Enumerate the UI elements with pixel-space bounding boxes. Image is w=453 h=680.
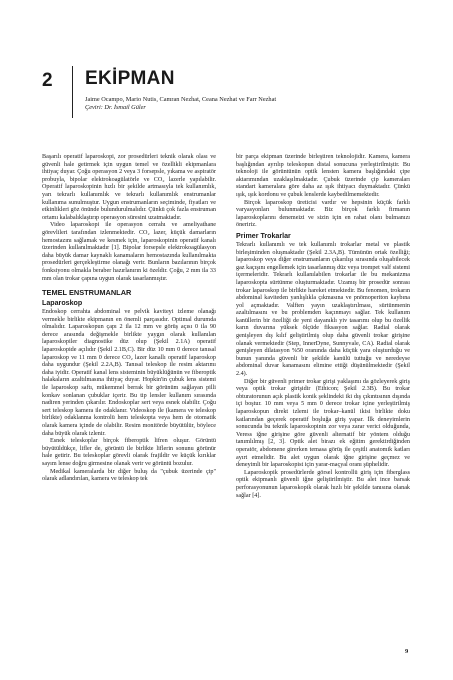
paragraph: Başarılı operatif laparoskopi, zor prosedürleri teknik olarak olası ve güvenli hale getirmek için uygun temel ve özellikli ekipmanlara ihtiyaç duyar. Çoğu operasyon 2 veya 3 forsepsle, yıkama ve aspiratör probuyla, bipolar elektrokoagülatörle ve CO₂ lazerle yapılabilir. Operatif laparoskopinin hızlı bir şekilde artmasıyla tek kullanımlık, yarı tekrarlı kullanımlık ve tekrarlı kullanımlık enstrumanlar kullanıma sunulmuştur. Uygun enstrumanların seçiminde, fiyatları ve etkinlikleri göz önünde bulundurulmalıdır. Çünkü çok fazla enstruman ortamı kalabalıklaştırıp operasyon süresini uzatmaktadır.	[42, 154, 216, 221]
paragraph: Medikal kameralarda bir diğer buluş da "çubuk üzerinde çip" olarak adlandırılan, kamera ve teleskop tek	[42, 468, 216, 483]
page-number: 9	[405, 648, 409, 655]
subsection-heading: Primer Trokarlar	[236, 231, 291, 240]
paragraph: Tekrarlı kullanımlı ve tek kullanımlı trokarlar metal ve plastik birleşiminden oluşmaktadır (Şekil 2.3A,B). Tümünün ortak özelliği; laparoskop veya diğer enstrumanların çıkarılışı sırasında oluşabilecek gaz kaçışını engellemek için tasarlanmış düz veya trompet valf sistemi içermeleridir. Tekrarlı kullanılabilen trokarlar ile bu mekanizma laparoskopta sürtünme oluşturmaktadır. Uzamış bir prosedür sonrası trokar laparoskop ile birlikte hareket etmektedir. Bu fenomen, trokarın abdominal kaviteden yanlışlıkla çıkmasına ve pnömoperiton kaybına yol açmaktadır. Valften yayın uzaklaştırılması, sürtünmenin azaltılmasını ve bu problemden kaçınmayı sağlar. Tek kullanım kanüllerin bir özelliği de yeni dayanıklı yiv tasarımı olup bu özellik karın duvarına yüksek ölçüde fiksasyon sağlar. Radial olarak genişleyen dış kılıf geliştirilmiş olup daha güvenli trokar girişine olanak vermektedir (Step, InnerDyne, Sunnyvale, CA). Radial olarak genişleyen dilatasyon %50 oranında daha küçük yara oluşturduğu ve bunun yanında güvenli bir şekilde kanülü tuttuğu ve neredeyse abdominal duvar kanamasını elimine ettiği düşünülmektedir (Şekil 2.4).	[236, 241, 410, 378]
paragraph: Diğer bir güvenli primer trokar girişi yaklaşımı da gözleyerek giriş veya optik trokar girişidir (Ethicon; Şekil 2.3B). Bu trokar obturatorunun açık plastik konik şeklindeki iki dış çıkıntısının dışında içi boştur. 10 mm veya 5 mm 0 derece trokar içine yerleştirilmiş laparoskopun direkt izlemi ile trokar–kanül ikisi birlikte doku katlarından geçerek operatif boşluğa giriş yapar. İlk deneyimlerin sonucunda bu teknik laparoskopinin zor veya zarar verici olduğunda, Veress iğne girişine göre güvenli alternatif bir yöntem olduğu tanımlılmış [2, 3]. Optik alet birazı ek eğitim gerektirdiğinden operatör, abdomene girerken temasa görüş ile çeşitli anatomik katları ayırt etmelidir. Bu alet uygun olarak iğne girişine geçmez ve deneyimli bir laparoskopist için yarar-maçyal oranı şüphelidir.	[236, 378, 410, 469]
subsection-heading: Laparoskop	[42, 299, 83, 308]
section-heading: TEMEL ENSTRUMANLAR	[42, 288, 132, 298]
chapter-divider	[72, 66, 73, 118]
paragraph: Laparoskopik prosedürlerde görsel kontrollü giriş için fiberglass optik ekipmanlı güvenli iğne geliştirilmiştir. Bu alet ince barsak perforasyonunun laparoskopik olarak hızlı bir şekilde tanısına olanak sağlar [4].	[236, 469, 410, 499]
chapter-title: EKİPMAN	[85, 68, 175, 89]
paragraph: Endoskop cerrahta abdominal ve pelvik kaviteyi izleme olanağı vermekle birlikte ekipmanın en önemli parçasıdır. Optimal durumda olmalıdır. Laparoskopun çapı 2 ila 12 mm ve görüş açısı 0 ila 90 derece arasında değişmekle birlikte yaygın olarak kullanılan laparoskopiler diagnostike düz olup (Şekil 2.1A) operatif laparoskopide açılıdır (Şekil 2.1B,C). Bir düz 10 mm 0 derece tanısal laparoskop ve 11 mm 0 derece CO₂ lazer kanallı operatif laparoskop daha uygundur (Şekil 2.2A,B). Tanısal teleskop ile resim aktarımı daha iyidir. Operatif kanal lens sisteminin büyüklüğünün ve fiberoptik halakaların azaltılmasına ihtiyaç duyar. Hopkin'in çubuk lens sistemi ile laparoskop saftı, mükemmel berrak bir görünüm sağlayan pilli konkav sonlanan çubuklar içerir. Bu tip lensler kullanım sırasında nadiren yerinden çıkarılır. Endoskoplar sert veya esnek olabilir. Çoğu sert teleskop kamera ile odaklanır. Videoskop ile (kamera ve teleskop birlikte) odaklanma kontrolü hem teleskopta veya hem de otomatik olarak kamera içinde de olabilir. Resim monitörde büyütülür, böylece daha büyük olarak izlenir.	[42, 309, 216, 437]
chapter-translator: Çeviri: Dr. İsmail Güler	[85, 104, 146, 111]
paragraph: Birçok laparoskop üreticisi vardır ve hepsinin küçük farklı varyasyonları bulunmaktadır. Biz birçok farklı firmanın laparoskoplarını denemeizi ve sizin için en rahat olanı bulmanızı öneririz.	[236, 199, 410, 229]
chapter-authors: Jaime Ocampo, Mario Nutis, Camran Nezhat, Ceana Nezhat ve Farr Nezhat	[85, 96, 277, 103]
right-column	[236, 154, 410, 500]
paragraph: Video laparoskopi ile operasyon cerrahı ve ameliyathane görevlileri tarafından izlenmektedir. CO₂ lazer, küçük damarların hemostazını sağlamak ve kesmek için, laparoskopinin operatif kanalı üzerinden kullanılmaktadır [1]. Bipolar forsepsle elektrokoagülasyon daha büyük damar kaynaklı kanamaların hemostazında kullanılmakta prosedürleri gerçekleştirme olanağı verir. Bunların bazılarının birçok fonksiyonu olmakla beraber hazırlanırın ki özeldir. Çoğu, 2 mm ila 33 mm olan trokar çapına uygun olarak tasarlanmıştır.	[42, 222, 216, 282]
paragraph: bir parça ekipman üzerinde birleştiren teknolojidir. Kamera, kamera başlığından ayrılıp teleskopun distal sonucuna yerleştirilmiştir. Bu teknoloji ile görüntünün optik lensten kamera başlığındaki çipe aktarımından uzaklaşılmaktadır. Çubuk üzerinde çip kameraları standart kameralara göre daha az ışık ihtiyacı duymaktadır. Çünkü ışık, ışık kordonu ve çubuk lenslerde kaybedilmemektedir.	[236, 154, 410, 198]
chapter-number: 2	[42, 70, 53, 91]
left-column	[42, 154, 216, 484]
paragraph: Esnek teleskoplar birçok fiberoptik lifren oluşur. Görüntü büyütüldükçe, lifler de, görüntü ile birlikte liflerin sonunu görünür hale getirir. Bu teleskoplar görevli olarak frajildir ve küçük kırıklar sayım lense doğru girmesine olanak verir ve görüntü bozulur.	[42, 438, 216, 467]
